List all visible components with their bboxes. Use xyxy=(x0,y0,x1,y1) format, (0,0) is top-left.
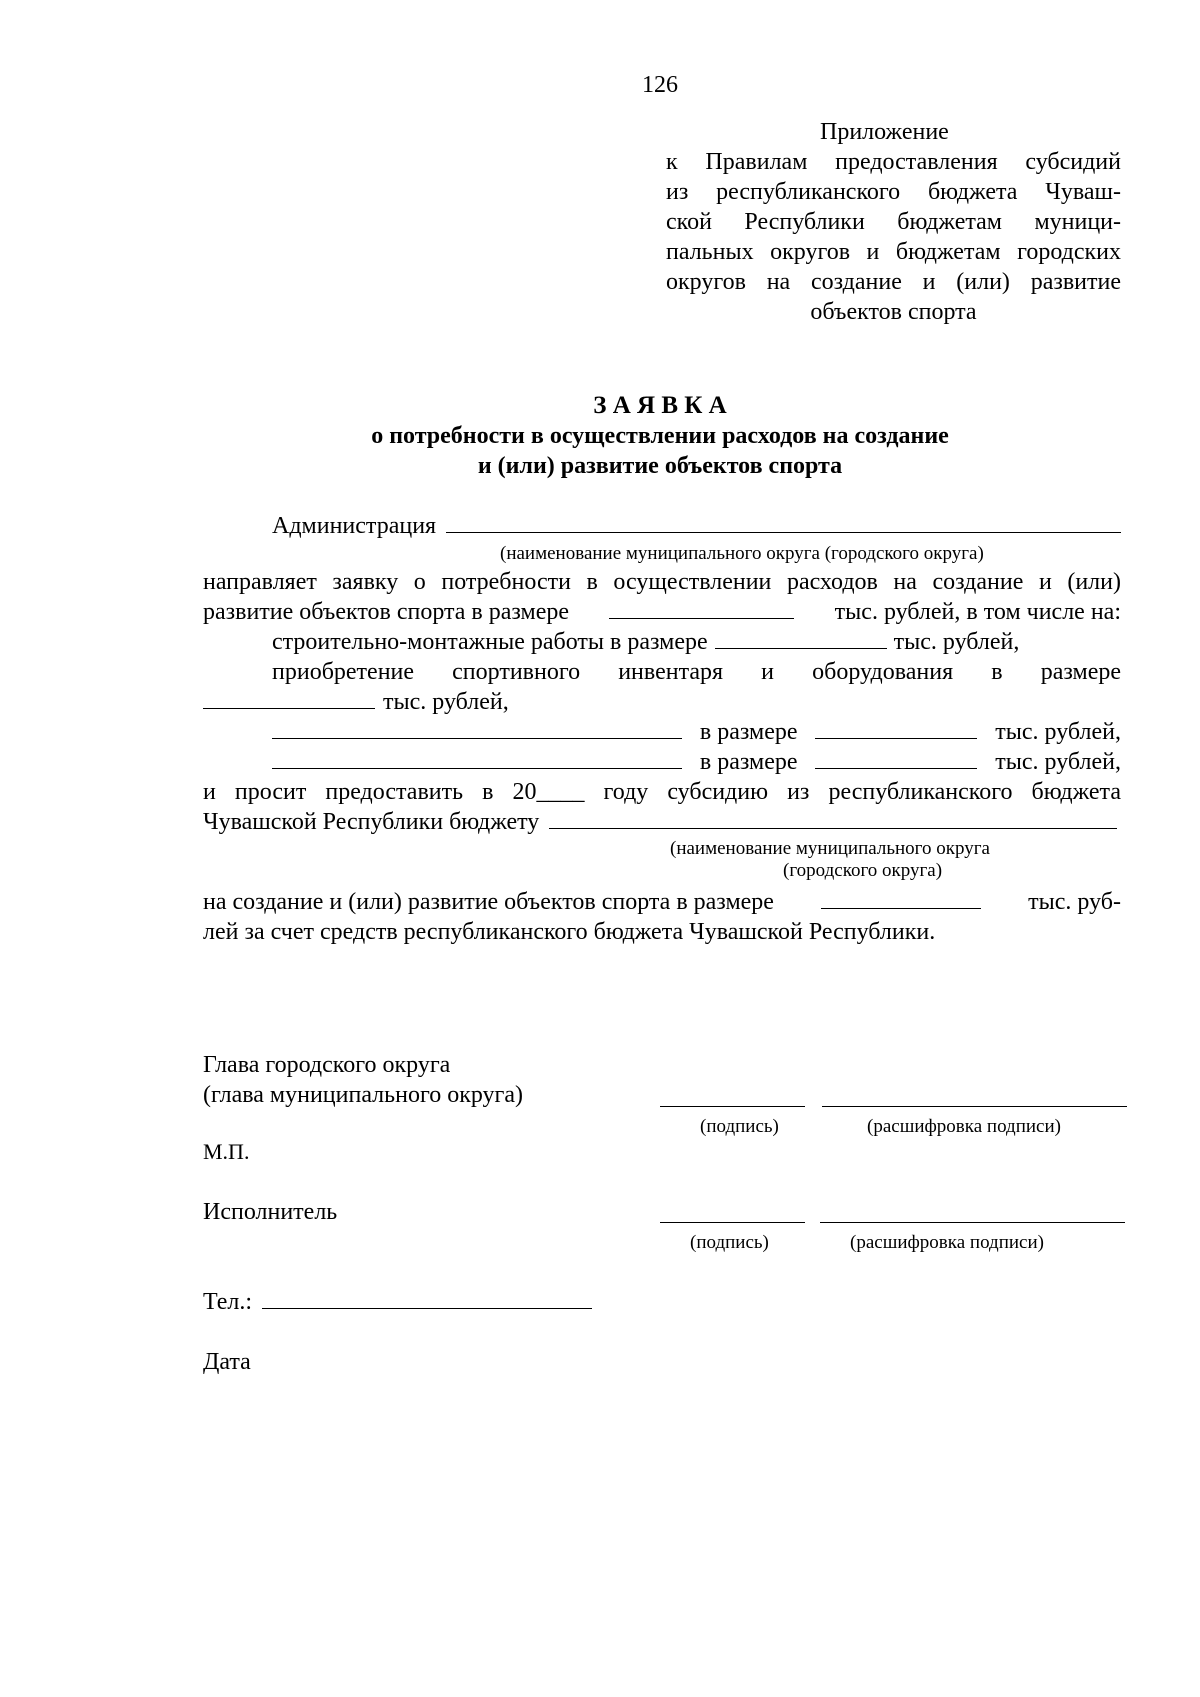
date-label: Дата xyxy=(203,1349,251,1375)
body-line-7-mid: в размере xyxy=(699,749,798,775)
extra-item-2-amount-blank[interactable] xyxy=(815,748,977,769)
body-line-2-end: тыс. рублей, в том числе на: xyxy=(834,599,1121,625)
budget-recipient-blank[interactable] xyxy=(549,808,1117,829)
total-amount-blank[interactable] xyxy=(609,598,794,619)
body-line-3-start: строительно-монтажные работы в размере xyxy=(272,629,708,655)
appendix-line-6: объектов спорта xyxy=(810,299,977,325)
body-line-6-end: тыс. рублей, xyxy=(995,719,1121,745)
body-line-6 xyxy=(272,717,1121,747)
executor-signature-hint: (подпись) xyxy=(690,1232,769,1253)
appendix-line-2: из республиканского бюджета Чуваш- xyxy=(666,179,1121,205)
extra-item-2-blank[interactable] xyxy=(272,748,682,769)
subsidy-amount-blank[interactable] xyxy=(821,888,981,909)
equipment-amount-blank[interactable] xyxy=(203,688,375,709)
appendix-title: Приложение xyxy=(820,119,949,145)
head-signature-line[interactable] xyxy=(660,1106,805,1107)
body-line-9-start: Чувашской Республики бюджету xyxy=(203,809,540,835)
document-subtitle-line-1: о потребности в осуществлении расходов на создание xyxy=(371,423,949,449)
appendix-line-5: округов на создание и (или) развитие xyxy=(666,269,1121,295)
executor-signature-line[interactable] xyxy=(660,1222,805,1223)
head-signature-decode-line[interactable] xyxy=(822,1106,1127,1107)
appendix-text xyxy=(666,147,1121,327)
body-line-7 xyxy=(272,747,1121,777)
head-title-line-2: (глава муниципального округа) xyxy=(203,1082,524,1108)
body-line-10-end: тыс. руб- xyxy=(1028,889,1121,915)
head-decode-hint: (расшифровка подписи) xyxy=(867,1116,1061,1137)
extra-item-1-amount-blank[interactable] xyxy=(815,718,977,739)
body-line-3-end: тыс. рублей, xyxy=(893,629,1020,655)
extra-item-1-blank[interactable] xyxy=(272,718,682,739)
body-line-1: направляет заявку о потребности в осуществлении расходов на создание и (или) xyxy=(203,569,1121,595)
head-title-line-1: Глава городского округа xyxy=(203,1052,451,1078)
construction-amount-blank[interactable] xyxy=(715,628,887,649)
page-number: 126 xyxy=(642,72,678,98)
phone-blank[interactable] xyxy=(262,1288,592,1309)
body-line-6-mid: в размере xyxy=(699,719,798,745)
body-line-3 xyxy=(272,627,1112,657)
body-line-5-end: тыс. рублей, xyxy=(383,689,509,715)
body-line-2 xyxy=(203,597,1121,627)
body-line-10 xyxy=(203,887,1121,917)
body-line-2-start: развитие объектов спорта в размере xyxy=(203,599,570,625)
administration-row xyxy=(272,511,1121,541)
head-signature-hint: (подпись) xyxy=(700,1116,779,1137)
body-line-11: лей за счет средств республиканского бюджета Чувашской Республики. xyxy=(203,919,936,945)
document-subtitle-line-2: и (или) развитие объектов спорта xyxy=(477,453,843,479)
budget-hint-line-2: (городского округа) xyxy=(783,860,943,881)
administration-label: Администрация xyxy=(272,513,437,539)
body-line-7-end: тыс. рублей, xyxy=(995,749,1121,775)
stamp-label: М.П. xyxy=(203,1139,250,1164)
body-line-4: приобретение спортивного инвентаря и оборудования в размере xyxy=(272,659,1121,685)
executor-signature-decode-line[interactable] xyxy=(820,1222,1125,1223)
body-line-8: и просит предоставить в 20____ году субсидию из республиканского бюджета xyxy=(203,779,1121,805)
executor-decode-hint: (расшифровка подписи) xyxy=(850,1232,1044,1253)
administration-blank[interactable] xyxy=(446,512,1121,533)
budget-hint-line-1: (наименование муниципального округа xyxy=(670,838,990,859)
administration-hint: (наименование муниципального округа (городского округа) xyxy=(500,543,984,564)
document-title: З А Я В К А xyxy=(593,392,727,419)
body-line-9 xyxy=(203,807,1117,837)
appendix-line-4: пальных округов и бюджетам городских xyxy=(666,239,1121,265)
phone-row xyxy=(203,1287,592,1317)
body-line-10-start: на создание и (или) развитие объектов спорта в размере xyxy=(203,889,774,915)
phone-label: Тел.: xyxy=(203,1289,253,1315)
body-line-5 xyxy=(203,687,509,717)
appendix-line-1: к Правилам предоставления субсидий xyxy=(666,149,1121,175)
appendix-line-3: ской Республики бюджетам муници- xyxy=(666,209,1121,235)
executor-label: Исполнитель xyxy=(203,1199,338,1225)
